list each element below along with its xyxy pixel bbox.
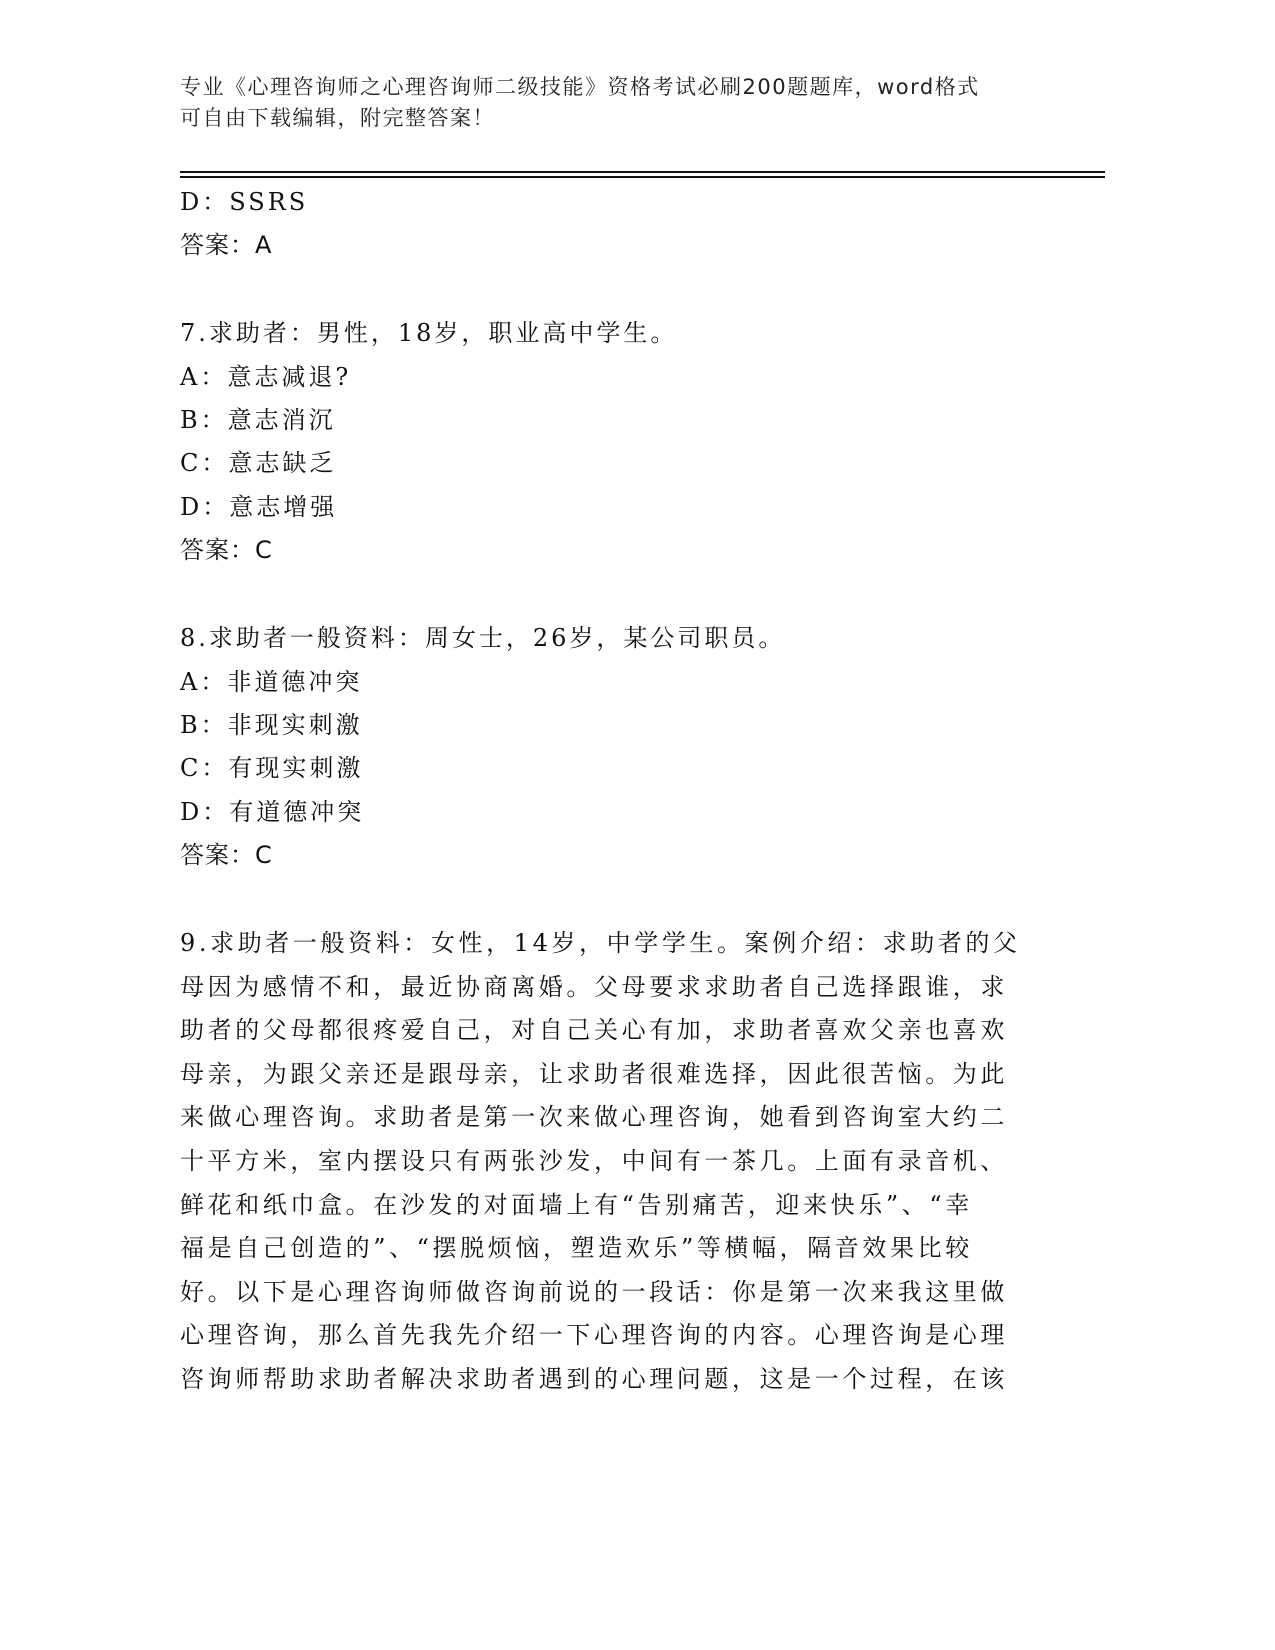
paragraph-line: 助者的父母都很疼爱自己，对自己关心有加，求助者喜欢父亲也喜欢	[180, 1016, 1008, 1045]
paragraph-line: 鲜花和纸巾盒。在沙发的对面墙上有“告别痛苦，迎来快乐”、“幸	[180, 1190, 973, 1219]
document-header	[180, 72, 1030, 134]
paragraph-line: 咨询师帮助求助者解决求助者遇到的心理问题，这是一个过程，在该	[180, 1364, 1008, 1393]
paragraph-line: 母因为感情不和，最近协商离婚。父母要求求助者自己选择跟谁，求	[180, 972, 1008, 1001]
header-divider	[180, 171, 1105, 173]
option-d: D：有道德冲突	[180, 798, 365, 826]
option-b: B：意志消沉	[180, 406, 336, 434]
option-c: C：意志缺乏	[180, 449, 337, 477]
question-stem: 8.求助者一般资料：周女士，26岁，某公司职员。	[180, 624, 786, 652]
option-d: D：意志增强	[180, 493, 338, 521]
option-b: B：非现实刺激	[180, 711, 363, 739]
paragraph-line: 9.求助者一般资料：女性，14岁，中学学生。案例介绍：求助者的父	[180, 929, 1021, 957]
paragraph-line: 来做心理咨询。求助者是第一次来做心理咨询，她看到咨询室大约二	[180, 1103, 1008, 1132]
paragraph-line: 心理咨询，那么首先我先介绍一下心理咨询的内容。心理咨询是心理	[180, 1321, 1008, 1350]
answer: 答案：C	[180, 536, 273, 564]
paragraph-line: 福是自己创造的”、“摆脱烦恼，塑造欢乐”等横幅，隔音效果比较	[180, 1234, 973, 1263]
paragraph-line: 十平方米，室内摆设只有两张沙发，中间有一茶几。上面有录音机、	[180, 1146, 1008, 1175]
option-a: A：意志减退?	[180, 363, 352, 391]
option-c: C：有现实刺激	[180, 754, 364, 782]
header-line: 专业《心理咨询师之心理咨询师二级技能》资格考试必刷200题题库，word格式	[180, 75, 980, 99]
header-line: 可自由下载编辑，附完整答案！	[180, 106, 495, 130]
option-d: D：SSRS	[180, 188, 309, 216]
question-9	[180, 928, 1020, 1408]
paragraph-line: 好。以下是心理咨询师做咨询前说的一段话：你是第一次来我这里做	[180, 1277, 1008, 1306]
header-divider	[180, 176, 1105, 178]
question-stem: 7.求助者：男性，18岁，职业高中学生。	[180, 319, 678, 347]
answer: 答案：A	[180, 231, 273, 259]
paragraph-line: 母亲，为跟父亲还是跟母亲，让求助者很难选择，因此很苦恼。为此	[180, 1059, 1008, 1088]
answer: 答案：C	[180, 841, 273, 869]
option-a: A：非道德冲突	[180, 668, 363, 696]
